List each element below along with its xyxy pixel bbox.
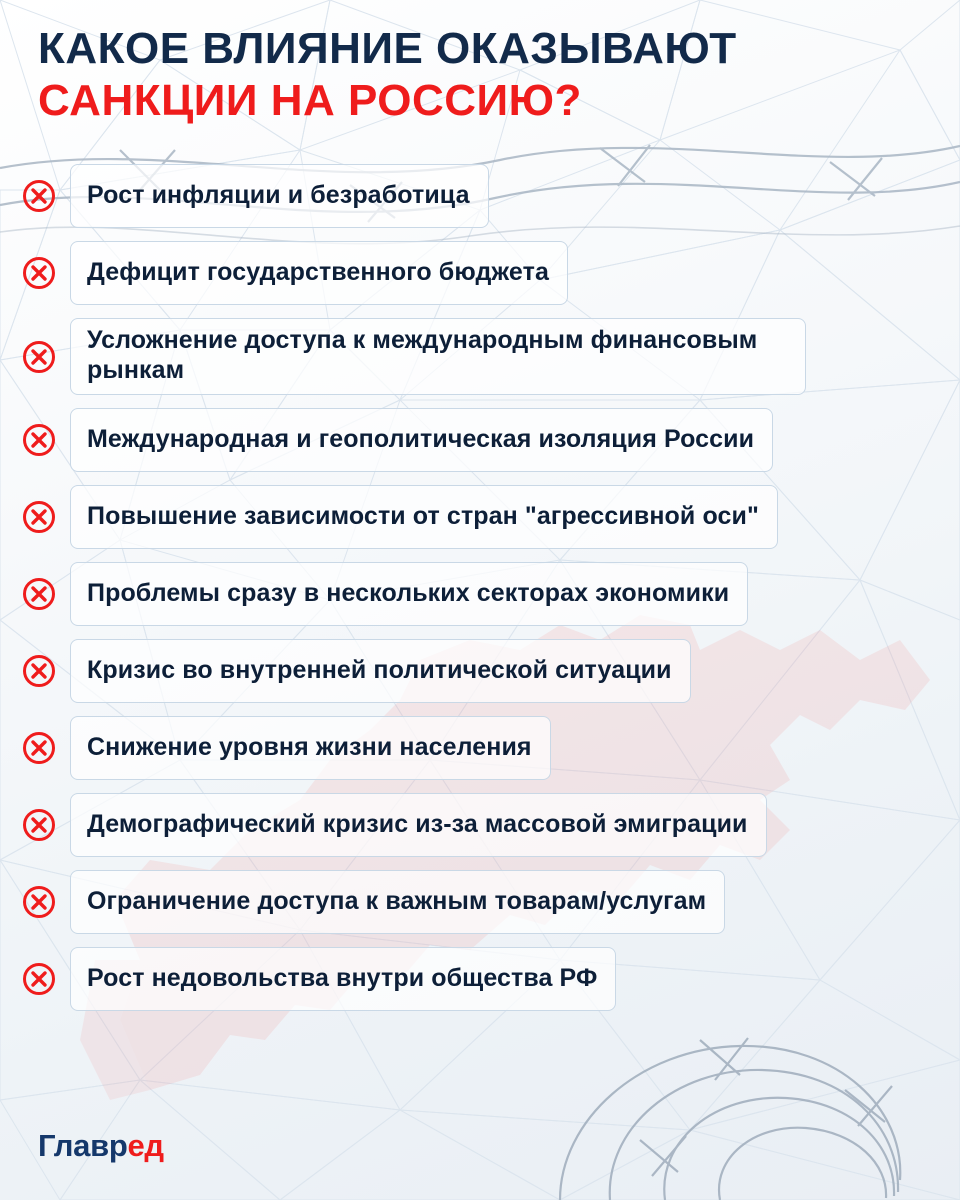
list-item: [16, 562, 950, 626]
impact-list: [0, 164, 960, 1011]
cross-circle-icon: [22, 423, 56, 457]
list-item-label: Рост недовольства внутри общества РФ: [70, 947, 616, 1011]
list-item: [16, 164, 950, 228]
cross-circle-icon: [22, 885, 56, 919]
cross-circle-icon: [22, 577, 56, 611]
list-item-label: Проблемы сразу в нескольких секторах экономики: [70, 562, 748, 626]
list-item: [16, 639, 950, 703]
list-item-label: Снижение уровня жизни населения: [70, 716, 551, 780]
cross-circle-icon: [22, 808, 56, 842]
cross-circle-icon: [22, 731, 56, 765]
cross-circle-icon: [22, 256, 56, 290]
list-item: [16, 716, 950, 780]
list-item-label: Рост инфляции и безработица: [70, 164, 489, 228]
cross-circle-icon: [22, 654, 56, 688]
list-item: [16, 408, 950, 472]
list-item-label: Кризис во внутренней политической ситуации: [70, 639, 691, 703]
list-item-label: Усложнение доступа к международным финансовым рынкам: [70, 318, 806, 395]
page-title-line2: САНКЦИИ НА РОССИЮ?: [38, 76, 582, 126]
page-header: [0, 0, 960, 132]
cross-circle-icon: [22, 500, 56, 534]
brand-logo[interactable]: [38, 1128, 164, 1164]
brand-logo-part-b: ед: [127, 1128, 164, 1163]
list-item: [16, 793, 950, 857]
page-title-line1: КАКОЕ ВЛИЯНИЕ ОКАЗЫВАЮТ: [38, 24, 737, 73]
list-item-label: Демографический кризис из-за массовой эмиграции: [70, 793, 767, 857]
list-item: [16, 318, 950, 395]
list-item: [16, 485, 950, 549]
list-item-label: Повышение зависимости от стран "агрессивной оси": [70, 485, 778, 549]
list-item: [16, 241, 950, 305]
cross-circle-icon: [22, 962, 56, 996]
list-item: [16, 870, 950, 934]
brand-logo-part-a: Главр: [38, 1128, 128, 1163]
list-item-label: Дефицит государственного бюджета: [70, 241, 568, 305]
cross-circle-icon: [22, 179, 56, 213]
list-item: [16, 947, 950, 1011]
list-item-label: Ограничение доступа к важным товарам/услугам: [70, 870, 725, 934]
cross-circle-icon: [22, 340, 56, 374]
list-item-label: Международная и геополитическая изоляция России: [70, 408, 773, 472]
